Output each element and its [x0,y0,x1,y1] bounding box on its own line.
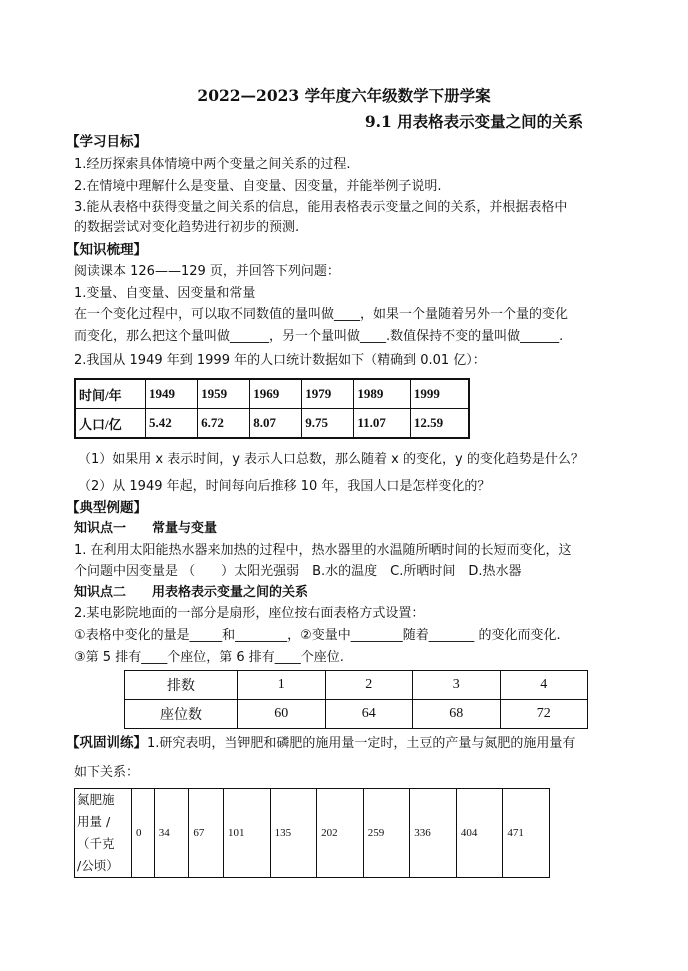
table-cell: 60 [238,700,326,729]
example-question: 1. 在利用太阳能热水器来加热的过程中，热水器里的水温随所晒时间的长短而变化，这 [74,543,572,558]
knowledge-point-two: 知识点二 用表格表示变量之间的关系 [74,585,309,600]
table-cell: 135 [270,789,317,878]
table-cell: 2 [325,671,413,700]
table-row [75,409,469,439]
question-line: （1）如果用 x 表示时间，y 表示人口总数，那么随着 x 的变化，y 的变化趋势是什么？ [78,452,584,467]
example-question: 个问题中因变量是 （ ）太阳光强弱 B.水的温度 C.所晒时间 D.热水器 [74,564,522,579]
table-cell: 202 [317,789,364,878]
objective-item: 1.经历探索具体情境中两个变量之间关系的过程. [74,157,351,172]
objectives-heading: 【学习目标】 [66,134,147,150]
definition-line: 而变化，那么把这个量叫做______，另一个量叫做____.数值保持不变的量叫做______. [74,329,564,344]
practice-text: 如下关系： [74,765,140,780]
objective-item: 3.能从表格中获得变量之间关系的信息，能用表格表示变量之间的关系，并根据表格中 [74,200,568,215]
table-cell: 1959 [198,379,250,409]
objective-item: 2.在情境中理解什么是变量、自变量、因变量，并能举例子说明. [74,179,442,194]
table-cell: 9.75 [302,409,354,439]
practice-line [66,734,575,753]
seat-table [124,670,588,729]
table-cell: 64 [325,700,413,729]
examples-heading: 【典型例题】 [66,500,147,516]
table-cell: 排数 [125,671,238,700]
objective-item: 的数据尝试对变化趋势进行初步的预测. [74,220,300,235]
table-cell: 1999 [410,379,469,409]
table-cell: 5.42 [146,409,198,439]
table-cell: 101 [224,789,271,878]
table-cell: 67 [189,789,224,878]
example-question: ③第 5 排有____个座位，第 6 排有____个座位. [74,650,344,665]
page-subtitle: 9.1 用表格表示变量之间的关系 [364,112,584,131]
table-row [75,379,469,409]
table-cell: 471 [503,789,550,878]
table-cell: 1 [238,671,326,700]
table-cell: 336 [410,789,457,878]
reading-instruction: 阅读课本 126——129 页，并回答下列问题： [74,264,340,279]
table-cell: 座位数 [125,700,238,729]
table-cell: 404 [456,789,503,878]
table-cell: 8.07 [250,409,302,439]
table-cell: 时间/年 [75,379,146,409]
nitrogen-table [74,788,550,878]
table-cell: 12.59 [410,409,469,439]
table-cell: 0 [132,789,155,878]
population-intro: 2.我国从 1949 年到 1999 年的人口统计数据如下（精确到 0.01 亿）： [74,353,486,368]
header-line: 用量 / [77,814,111,829]
knowledge-subheading: 1.变量、自变量、因变量和常量 [74,286,256,301]
table-header-cell [75,789,132,878]
header-line: /公顷） [77,858,119,873]
knowledge-heading: 【知识梳理】 [66,242,147,258]
table-cell: 1969 [250,379,302,409]
page-title: 2022—2023 学年度六年级数学下册学案 [197,86,491,105]
population-table [74,378,470,439]
table-cell: 1949 [146,379,198,409]
table-row [75,789,550,878]
knowledge-point-one: 知识点一 常量与变量 [74,521,218,536]
header-line: 氮肥施 [77,792,115,807]
question-line: （2）从 1949 年起，时间每向后推移 10 年，我国人口是怎样变化的？ [78,479,491,494]
definition-line: 在一个变化过程中，可以取不同数值的量叫做____，如果一个量随着另外一个量的变化 [74,307,569,322]
table-cell: 4 [500,671,588,700]
table-cell: 3 [413,671,501,700]
example-question: ①表格中变化的量是_____和________，②变量中________随着_______ 的变化而变化. [74,628,561,643]
table-cell: 1979 [302,379,354,409]
table-cell: 1989 [354,379,411,409]
table-row [125,700,588,729]
table-cell: 34 [154,789,189,878]
header-line: （千克 [77,836,115,851]
table-cell: 72 [500,700,588,729]
table-cell: 6.72 [198,409,250,439]
table-row [125,671,588,700]
table-cell: 259 [363,789,410,878]
table-cell: 人口/亿 [75,409,146,439]
practice-text: 1.研究表明，当钾肥和磷肥的施用量一定时，土豆的产量与氮肥的施用量有 [147,736,576,751]
table-cell: 68 [413,700,501,729]
example-question: 2.某电影院地面的一部分是扇形，座位按右面表格方式设置： [74,606,425,621]
table-cell: 11.07 [354,409,411,439]
practice-heading: 【巩固训练】 [66,735,147,751]
